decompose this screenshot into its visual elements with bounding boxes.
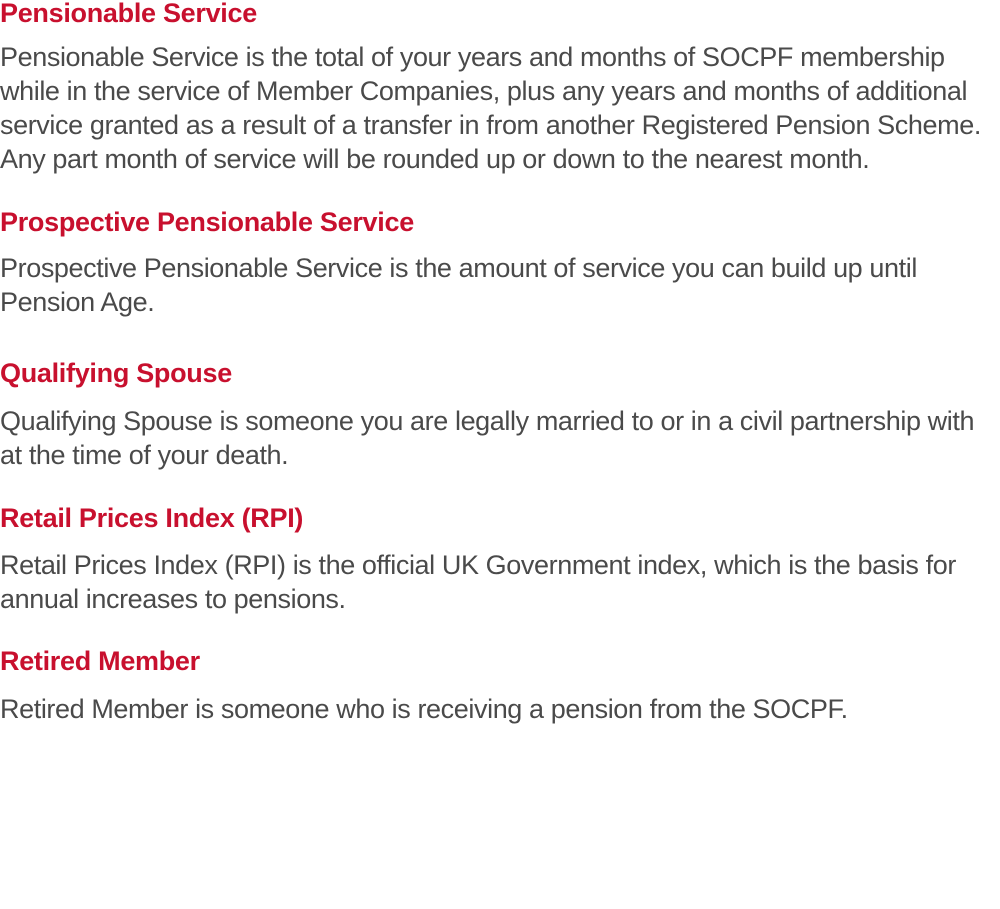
- glossary-entry: [0, 356, 982, 472]
- glossary-term: Retail Prices Index (RPI): [0, 503, 304, 533]
- glossary-definition: Retired Member is someone who is receiving a pension from the SOCPF.: [0, 694, 848, 724]
- glossary-definition: Retail Prices Index (RPI) is the official UK Government index, which is the basis for annual increases to pensions.: [0, 550, 956, 614]
- glossary-entry: [0, 0, 982, 176]
- glossary-definition: Pensionable Service is the total of your years and months of SOCPF membership while in the service of Member Companies, plus any years and months of additional service granted as a result of a transfer in from another Registered Pension Scheme. Any part month of service will be rounded up or down to the nearest month.: [0, 42, 981, 174]
- glossary-entry: [0, 205, 982, 319]
- glossary-term: Qualifying Spouse: [0, 358, 232, 388]
- glossary-entry: [0, 644, 982, 726]
- glossary-term: Pensionable Service: [0, 0, 257, 28]
- glossary-definition: Qualifying Spouse is someone you are legally married to or in a civil partnership with at the time of your death.: [0, 406, 975, 470]
- glossary-term: Retired Member: [0, 646, 200, 676]
- glossary-definition: Prospective Pensionable Service is the amount of service you can build up until Pension Age.: [0, 253, 917, 317]
- glossary-term: Prospective Pensionable Service: [0, 207, 414, 237]
- glossary-entry: [0, 501, 982, 616]
